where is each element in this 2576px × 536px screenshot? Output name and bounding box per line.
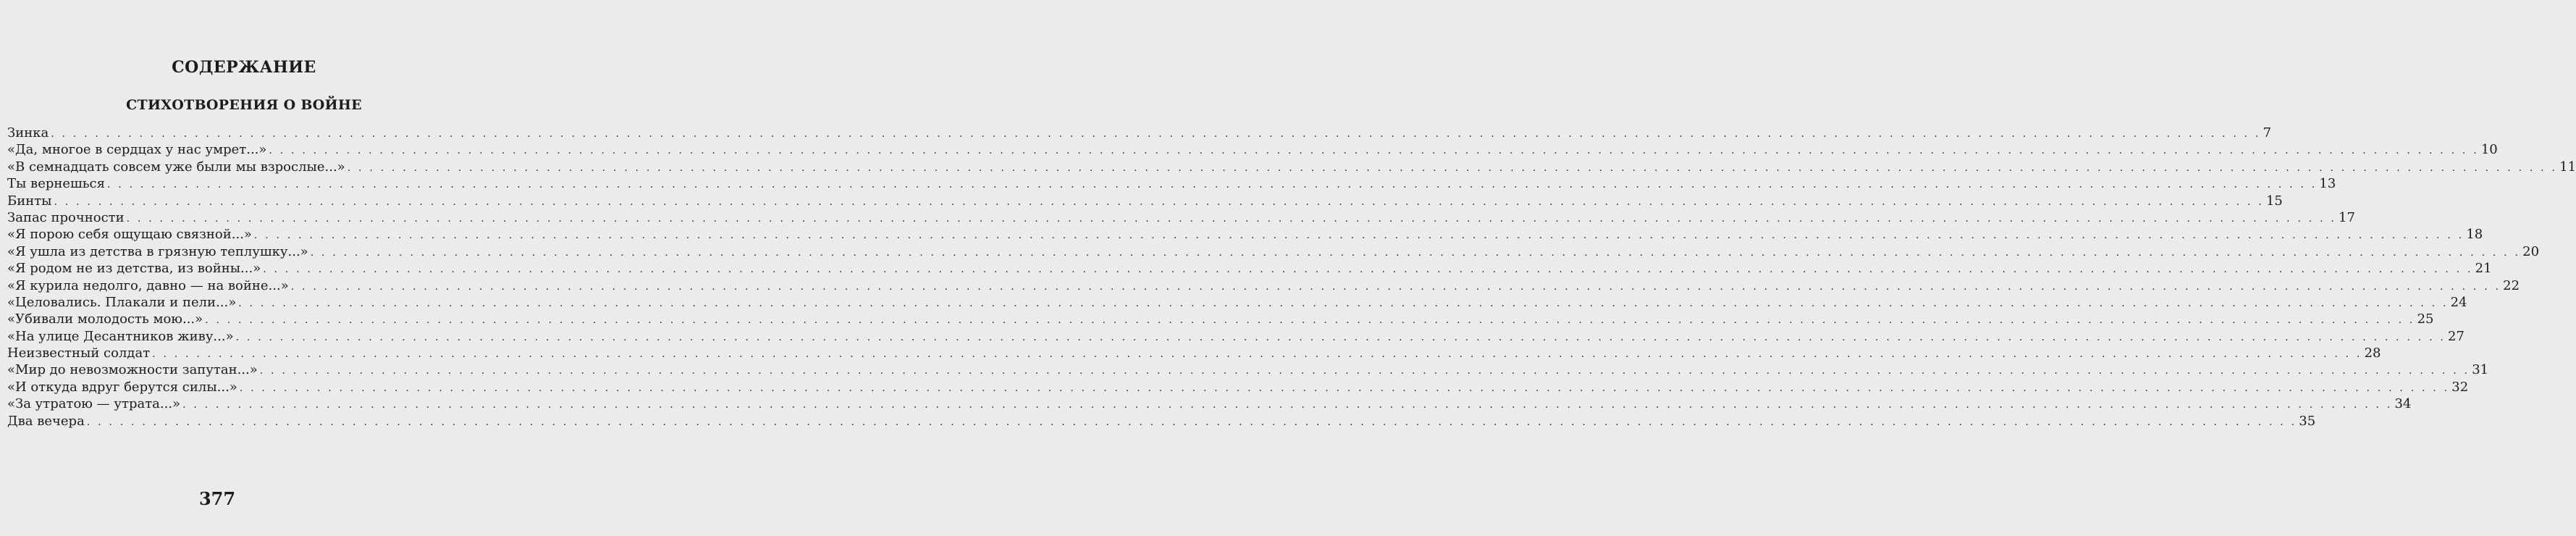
toc-dot-leader: . . . . . . . . . . . . . . . . . . . . . . . . . . . . . . . . . . . . . . . . . . . . . . . . . . . . . . . . . . . . . . . . . . . . . . . . . . . . . . . . . . . . . . . . . . . . . . . . . . . . . . . . . . . . . . . . . . . . . . . . . . . . . . . . . . . . . . . . . . . . . . . . . . . . . . . . . . . . . . . . . . . . . . . . . . . . . . . . . . . . . . . . . . . . . . . . . . . . . . . . bbox=[310, 246, 2521, 259]
toc-dot-leader: . . . . . . . . . . . . . . . . . . . . . . . . . . . . . . . . . . . . . . . . . . . . . . . . . . . . . . . . . . . . . . . . . . . . . . . . . . . . . . . . . . . . . . . . . . . . . . . . . . . . . . . . . . . . . . . . . . . . . . . . . . . . . . . . . . . . . . . . . . . . . . . . . . . . . . . . . . . . . . . . . . . . . . . . . . . . . . . . . . . . . . . . . . . . . . . . . . . . . . . . bbox=[152, 348, 2362, 361]
toc-entry-page: 11 bbox=[2559, 159, 2576, 175]
contents-heading: СОДЕРЖАНИЕ bbox=[172, 58, 316, 77]
toc-entry-page: 31 bbox=[2472, 362, 2489, 378]
toc-entry-title: «Я курила недолго, давно — на войне...» bbox=[7, 277, 289, 293]
toc-entry bbox=[7, 413, 2316, 430]
toc-entry-page: 10 bbox=[2480, 142, 2498, 158]
toc-entry-page: 25 bbox=[2417, 311, 2434, 327]
toc-entry bbox=[7, 159, 2576, 175]
toc-entry-page: 27 bbox=[2448, 328, 2465, 344]
toc-entry-title: «Да, многое в сердцах у нас умрет...» bbox=[7, 142, 267, 158]
toc-dot-leader: . . . . . . . . . . . . . . . . . . . . . . . . . . . . . . . . . . . . . . . . . . . . . . . . . . . . . . . . . . . . . . . . . . . . . . . . . . . . . . . . . . . . . . . . . . . . . . . . . . . . . . . . . . . . . . . . . . . . . . . . . . . . . . . . . . . . . . . . . . . . . . . . . . . . . . . . . . . . . . . . . . . . . . . . . . . . . . . . . . . . . . . . . . . . . . . . . . . . . . . . bbox=[238, 297, 2449, 309]
toc-dot-leader: . . . . . . . . . . . . . . . . . . . . . . . . . . . . . . . . . . . . . . . . . . . . . . . . . . . . . . . . . . . . . . . . . . . . . . . . . . . . . . . . . . . . . . . . . . . . . . . . . . . . . . . . . . . . . . . . . . . . . . . . . . . . . . . . . . . . . . . . . . . . . . . . . . . . . . . . . . . . . . . . . . . . . . . . . . . . . . . . . . . . . . . . . . . . . . . . . . . . . . . . bbox=[259, 365, 2470, 377]
toc-entry-page: 17 bbox=[2339, 209, 2355, 225]
toc-entry bbox=[7, 328, 2465, 345]
toc-dot-leader: . . . . . . . . . . . . . . . . . . . . . . . . . . . . . . . . . . . . . . . . . . . . . . . . . . . . . . . . . . . . . . . . . . . . . . . . . . . . . . . . . . . . . . . . . . . . . . . . . . . . . . . . . . . . . . . . . . . . . . . . . . . . . . . . . . . . . . . . . . . . . . . . . . . . . . . . . . . . . . . . . . . . . . . . . . . . . . . . . . . . . . . . . . . . . . . . . . . . . . . . bbox=[106, 179, 2318, 191]
toc-entry-page: 7 bbox=[2263, 125, 2272, 141]
toc-entry-title: Зинка bbox=[7, 125, 49, 141]
toc-entry bbox=[7, 277, 2520, 294]
toc-entry-title: «Я родом не из детства, из войны...» bbox=[7, 261, 261, 277]
toc-dot-leader: . . . . . . . . . . . . . . . . . . . . . . . . . . . . . . . . . . . . . . . . . . . . . . . . . . . . . . . . . . . . . . . . . . . . . . . . . . . . . . . . . . . . . . . . . . . . . . . . . . . . . . . . . . . . . . . . . . . . . . . . . . . . . . . . . . . . . . . . . . . . . . . . . . . . . . . . . . . . . . . . . . . . . . . . . . . . . . . . . . . . . . . . . . . . . . . . . . . . . . . . bbox=[239, 382, 2450, 394]
toc-entry-title: Бинты bbox=[7, 193, 52, 209]
toc-entry-title: «За утратою — утрата...» bbox=[7, 396, 181, 412]
toc-entry-title: «В семнадцать совсем уже были мы взрослые...» bbox=[7, 159, 345, 175]
toc-entry bbox=[7, 311, 2434, 327]
toc-entry-title: «Целовались. Плакали и пели...» bbox=[7, 294, 237, 310]
toc-entry bbox=[7, 361, 2489, 378]
toc-entry bbox=[7, 395, 2412, 412]
toc-entry bbox=[7, 260, 2492, 277]
toc-entry-page: 32 bbox=[2451, 379, 2469, 395]
toc-dot-leader: . . . . . . . . . . . . . . . . . . . . . . . . . . . . . . . . . . . . . . . . . . . . . . . . . . . . . . . . . . . . . . . . . . . . . . . . . . . . . . . . . . . . . . . . . . . . . . . . . . . . . . . . . . . . . . . . . . . . . . . . . . . . . . . . . . . . . . . . . . . . . . . . . . . . . . . . . . . . . . . . . . . . . . . . . . . . . . . . . . . . . . . . . . . . . . . . . . . . . . . . bbox=[235, 331, 2446, 343]
toc-dot-leader: . . . . . . . . . . . . . . . . . . . . . . . . . . . . . . . . . . . . . . . . . . . . . . . . . . . . . . . . . . . . . . . . . . . . . . . . . . . . . . . . . . . . . . . . . . . . . . . . . . . . . . . . . . . . . . . . . . . . . . . . . . . . . . . . . . . . . . . . . . . . . . . . . . . . . . . . . . . . . . . . . . . . . . . . . . . . . . . . . . . . . . . . . . . . . . . . . . . . . . . . bbox=[290, 280, 2501, 293]
toc-entry-page: 22 bbox=[2503, 277, 2520, 293]
toc-entry-title: «И откуда вдруг берутся силы...» bbox=[7, 379, 237, 395]
toc-entry-title: Ты вернешься bbox=[7, 176, 105, 192]
toc-dot-leader: . . . . . . . . . . . . . . . . . . . . . . . . . . . . . . . . . . . . . . . . . . . . . . . . . . . . . . . . . . . . . . . . . . . . . . . . . . . . . . . . . . . . . . . . . . . . . . . . . . . . . . . . . . . . . . . . . . . . . . . . . . . . . . . . . . . . . . . . . . . . . . . . . . . . . . . . . . . . . . . . . . . . . . . . . . . . . . . . . . . . . . . . . . . . . . . . . . . . . . . . bbox=[269, 145, 2479, 157]
toc-entry bbox=[7, 226, 2483, 243]
table-of-contents bbox=[7, 125, 2576, 430]
toc-dot-leader: . . . . . . . . . . . . . . . . . . . . . . . . . . . . . . . . . . . . . . . . . . . . . . . . . . . . . . . . . . . . . . . . . . . . . . . . . . . . . . . . . . . . . . . . . . . . . . . . . . . . . . . . . . . . . . . . . . . . . . . . . . . . . . . . . . . . . . . . . . . . . . . . . . . . . . . . . . . . . . . . . . . . . . . . . . . . . . . . . . . . . . . . . . . . . . . . . . . . . . . . bbox=[182, 399, 2393, 411]
toc-dot-leader: . . . . . . . . . . . . . . . . . . . . . . . . . . . . . . . . . . . . . . . . . . . . . . . . . . . . . . . . . . . . . . . . . . . . . . . . . . . . . . . . . . . . . . . . . . . . . . . . . . . . . . . . . . . . . . . . . . . . . . . . . . . . . . . . . . . . . . . . . . . . . . . . . . . . . . . . . . . . . . . . . . . . . . . . . . . . . . . . . . . . . . . . . . . . . . . . . . . . . . . . bbox=[51, 128, 2261, 140]
toc-entry-page: 13 bbox=[2319, 176, 2336, 192]
toc-entry-page: 20 bbox=[2522, 243, 2540, 259]
toc-entry bbox=[7, 141, 2498, 158]
toc-entry bbox=[7, 345, 2381, 361]
toc-dot-leader: . . . . . . . . . . . . . . . . . . . . . . . . . . . . . . . . . . . . . . . . . . . . . . . . . . . . . . . . . . . . . . . . . . . . . . . . . . . . . . . . . . . . . . . . . . . . . . . . . . . . . . . . . . . . . . . . . . . . . . . . . . . . . . . . . . . . . . . . . . . . . . . . . . . . . . . . . . . . . . . . . . . . . . . . . . . . . . . . . . . . . . . . . . . . . . . . . . . . . . . . bbox=[126, 212, 2337, 225]
toc-entry-title: Два вечера bbox=[7, 413, 85, 429]
toc-entry-title: Запас прочности bbox=[7, 209, 125, 225]
toc-entry bbox=[7, 243, 2540, 260]
toc-entry-title: «Я порою себя ощущаю связной...» bbox=[7, 227, 252, 243]
toc-dot-leader: . . . . . . . . . . . . . . . . . . . . . . . . . . . . . . . . . . . . . . . . . . . . . . . . . . . . . . . . . . . . . . . . . . . . . . . . . . . . . . . . . . . . . . . . . . . . . . . . . . . . . . . . . . . . . . . . . . . . . . . . . . . . . . . . . . . . . . . . . . . . . . . . . . . . . . . . . . . . . . . . . . . . . . . . . . . . . . . . . . . . . . . . . . . . . . . . . . . . . . . . bbox=[54, 196, 2264, 208]
toc-entry-title: Неизвестный солдат bbox=[7, 346, 151, 361]
toc-entry-title: «Я ушла из детства в грязную теплушку...» bbox=[7, 243, 308, 259]
toc-entry bbox=[7, 294, 2467, 311]
toc-entry-page: 18 bbox=[2466, 227, 2483, 243]
toc-entry-title: «На улице Десантников живу...» bbox=[7, 328, 234, 344]
toc-entry bbox=[7, 125, 2272, 141]
toc-dot-leader: . . . . . . . . . . . . . . . . . . . . . . . . . . . . . . . . . . . . . . . . . . . . . . . . . . . . . . . . . . . . . . . . . . . . . . . . . . . . . . . . . . . . . . . . . . . . . . . . . . . . . . . . . . . . . . . . . . . . . . . . . . . . . . . . . . . . . . . . . . . . . . . . . . . . . . . . . . . . . . . . . . . . . . . . . . . . . . . . . . . . . . . . . . . . . . . . . . . . . . . . bbox=[205, 314, 2415, 327]
toc-entry-page: 15 bbox=[2265, 193, 2283, 209]
toc-entry-page: 28 bbox=[2364, 346, 2381, 361]
toc-entry-page: 21 bbox=[2475, 261, 2492, 277]
toc-entry bbox=[7, 193, 2283, 209]
toc-dot-leader: . . . . . . . . . . . . . . . . . . . . . . . . . . . . . . . . . . . . . . . . . . . . . . . . . . . . . . . . . . . . . . . . . . . . . . . . . . . . . . . . . . . . . . . . . . . . . . . . . . . . . . . . . . . . . . . . . . . . . . . . . . . . . . . . . . . . . . . . . . . . . . . . . . . . . . . . . . . . . . . . . . . . . . . . . . . . . . . . . . . . . . . . . . . . . . . . . . . . . . . . bbox=[253, 230, 2465, 242]
toc-entry-title: «Мир до невозможности запутан...» bbox=[7, 362, 258, 378]
toc-entry bbox=[7, 209, 2355, 226]
toc-entry-page: 24 bbox=[2450, 294, 2467, 310]
toc-entry bbox=[7, 379, 2469, 395]
toc-dot-leader: . . . . . . . . . . . . . . . . . . . . . . . . . . . . . . . . . . . . . . . . . . . . . . . . . . . . . . . . . . . . . . . . . . . . . . . . . . . . . . . . . . . . . . . . . . . . . . . . . . . . . . . . . . . . . . . . . . . . . . . . . . . . . . . . . . . . . . . . . . . . . . . . . . . . . . . . . . . . . . . . . . . . . . . . . . . . . . . . . . . . . . . . . . . . . . . . . . . . . . . . bbox=[263, 264, 2473, 276]
page-number: 377 bbox=[198, 488, 236, 509]
toc-entry-page: 35 bbox=[2299, 413, 2316, 429]
toc-entry bbox=[7, 175, 2336, 192]
section-title: СТИХОТВОРЕНИЯ О ВОЙНЕ bbox=[126, 97, 362, 113]
toc-entry-title: «Убивали молодость мою...» bbox=[7, 311, 203, 327]
toc-dot-leader: . . . . . . . . . . . . . . . . . . . . . . . . . . . . . . . . . . . . . . . . . . . . . . . . . . . . . . . . . . . . . . . . . . . . . . . . . . . . . . . . . . . . . . . . . . . . . . . . . . . . . . . . . . . . . . . . . . . . . . . . . . . . . . . . . . . . . . . . . . . . . . . . . . . . . . . . . . . . . . . . . . . . . . . . . . . . . . . . . . . . . . . . . . . . . . . . . . . . . . . . bbox=[86, 416, 2297, 428]
toc-dot-leader: . . . . . . . . . . . . . . . . . . . . . . . . . . . . . . . . . . . . . . . . . . . . . . . . . . . . . . . . . . . . . . . . . . . . . . . . . . . . . . . . . . . . . . . . . . . . . . . . . . . . . . . . . . . . . . . . . . . . . . . . . . . . . . . . . . . . . . . . . . . . . . . . . . . . . . . . . . . . . . . . . . . . . . . . . . . . . . . . . . . . . . . . . . . . . . . . . . . . . . . . bbox=[347, 162, 2558, 174]
toc-entry-page: 34 bbox=[2394, 396, 2412, 412]
